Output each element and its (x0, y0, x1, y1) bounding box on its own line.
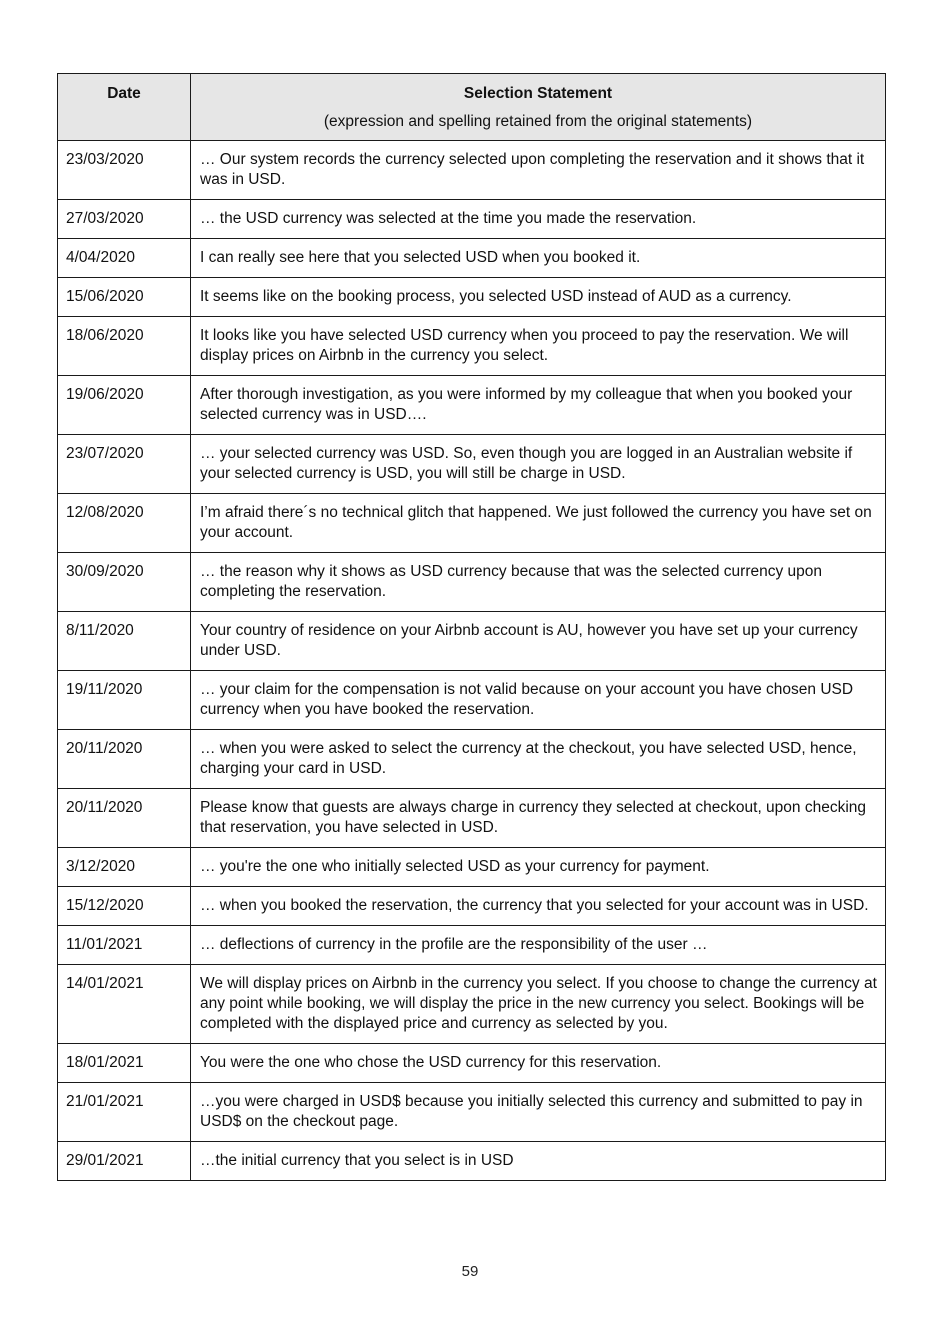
statement-cell: Please know that guests are always charge in currency they selected at checkout, upon checking that reservation, you have selected in USD. (191, 789, 886, 848)
statement-cell: I can really see here that you selected USD when you booked it. (191, 239, 886, 278)
selection-statements-table (57, 73, 886, 1181)
statement-column-header (191, 74, 886, 141)
statement-cell: …you were charged in USD$ because you initially selected this currency and submitted to pay in USD$ on the checkout page. (191, 1083, 886, 1142)
statement-cell: … Our system records the currency selected upon completing the reservation and it shows that it was in USD. (191, 141, 886, 200)
table-row (58, 435, 886, 494)
statement-cell: It seems like on the booking process, you selected USD instead of AUD as a currency. (191, 278, 886, 317)
date-cell: 18/01/2021 (58, 1044, 191, 1083)
table-row (58, 1142, 886, 1181)
statement-cell: … when you booked the reservation, the currency that you selected for your account was in USD. (191, 887, 886, 926)
table-row (58, 1044, 886, 1083)
date-cell: 4/04/2020 (58, 239, 191, 278)
date-cell: 23/03/2020 (58, 141, 191, 200)
statement-cell: … deflections of currency in the profile are the responsibility of the user … (191, 926, 886, 965)
table-row (58, 789, 886, 848)
statement-column-note: (expression and spelling retained from the original statements) (323, 113, 753, 130)
date-cell: 8/11/2020 (58, 612, 191, 671)
date-cell: 20/11/2020 (58, 730, 191, 789)
date-cell: 15/12/2020 (58, 887, 191, 926)
table-row (58, 141, 886, 200)
table-header-row (58, 74, 886, 141)
table-row (58, 200, 886, 239)
table-row (58, 494, 886, 553)
statement-cell: It looks like you have selected USD currency when you proceed to pay the reservation. We will display prices on Airbnb in the currency you select. (191, 317, 886, 376)
date-cell: 18/06/2020 (58, 317, 191, 376)
table-row (58, 239, 886, 278)
date-cell: 14/01/2021 (58, 965, 191, 1044)
table-row (58, 671, 886, 730)
statement-cell: … the reason why it shows as USD currency because that was the selected currency upon completing the reservation. (191, 553, 886, 612)
date-cell: 27/03/2020 (58, 200, 191, 239)
date-cell: 20/11/2020 (58, 789, 191, 848)
statement-cell: … the USD currency was selected at the time you made the reservation. (191, 200, 886, 239)
table-row (58, 965, 886, 1044)
table-row (58, 730, 886, 789)
table-row (58, 1083, 886, 1142)
table-row (58, 612, 886, 671)
date-cell: 11/01/2021 (58, 926, 191, 965)
table-row (58, 376, 886, 435)
statement-column-title: Selection Statement (463, 85, 613, 102)
table-row (58, 278, 886, 317)
table-row (58, 887, 886, 926)
date-cell: 15/06/2020 (58, 278, 191, 317)
statement-cell: … your claim for the compensation is not valid because on your account you have chosen USD currency when you have booked the reservation. (191, 671, 886, 730)
statement-cell: I’m afraid there´s no technical glitch that happened. We just followed the currency you have set on your account. (191, 494, 886, 553)
table-row (58, 926, 886, 965)
date-cell: 23/07/2020 (58, 435, 191, 494)
statement-cell: … your selected currency was USD. So, even though you are logged in an Australian website if your selected currency is USD, you will still be charge in USD. (191, 435, 886, 494)
date-cell: 19/11/2020 (58, 671, 191, 730)
table-row (58, 848, 886, 887)
statement-cell: … you're the one who initially selected USD as your currency for payment. (191, 848, 886, 887)
statement-cell: We will display prices on Airbnb in the currency you select. If you choose to change the currency at any point while booking, we will display the price in the new currency you select. Bookings will be completed with the displayed price and currency as selected by you. (191, 965, 886, 1044)
date-cell: 19/06/2020 (58, 376, 191, 435)
statement-cell: Your country of residence on your Airbnb account is AU, however you have set up your currency under USD. (191, 612, 886, 671)
table-row (58, 553, 886, 612)
statement-cell: … when you were asked to select the currency at the checkout, you have selected USD, hence, charging your card in USD. (191, 730, 886, 789)
date-column-header: Date (58, 74, 191, 141)
date-cell: 21/01/2021 (58, 1083, 191, 1142)
table-row (58, 317, 886, 376)
statement-cell: After thorough investigation, as you were informed by my colleague that when you booked your selected currency was in USD…. (191, 376, 886, 435)
statement-cell: …the initial currency that you select is in USD (191, 1142, 886, 1181)
page-number: 59 (461, 1263, 479, 1280)
table-header (58, 74, 886, 141)
table-body (58, 141, 886, 1181)
date-cell: 3/12/2020 (58, 848, 191, 887)
date-cell: 30/09/2020 (58, 553, 191, 612)
statement-cell: You were the one who chose the USD currency for this reservation. (191, 1044, 886, 1083)
date-cell: 12/08/2020 (58, 494, 191, 553)
date-cell: 29/01/2021 (58, 1142, 191, 1181)
